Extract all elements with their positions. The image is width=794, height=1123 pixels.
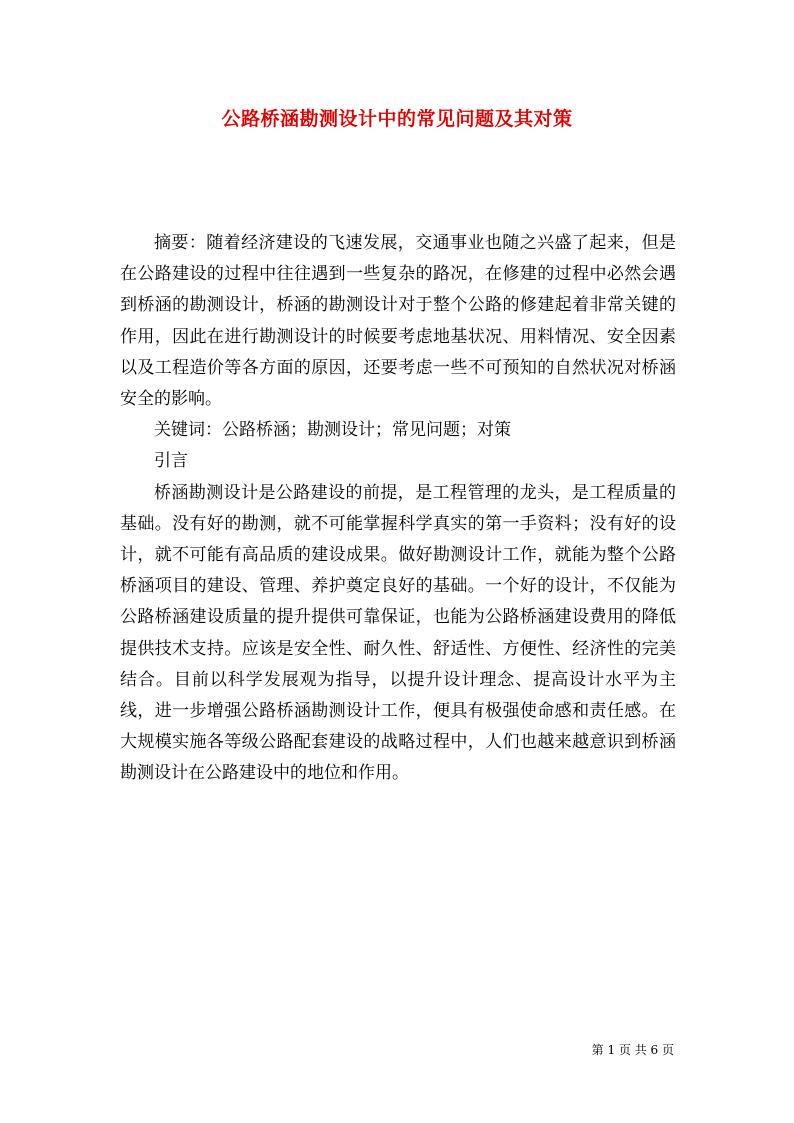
section-heading-introduction: 引言: [154, 451, 188, 472]
introduction-paragraph: 桥涵勘测设计是公路建设的前提，是工程管理的龙头，是工程质量的基础。没有好的勘测，就不可能掌握科学真实的第一手资料；没有好的设计，就不可能有高品质的建设成果。做好勘测设计工作，就能为整个公路桥涵项目的建设、管理、养护奠定良好的基础。一个好的设计，不仅能为公路桥涵建设质量的提升提供可靠保证，也能为公路桥涵建设费用的降低提供技术支持。应该是安全性、耐久性、舒适性、方便性、经济性的完美结合。目前以科学发展观为指导，以提升设计理念、提高设计水平为主线，进一步增强公路桥涵勘测设计工作，便具有极强使命感和责任感。在大规模实施各等级公路配套建设的战略过程中，人们也越来越意识到桥涵勘测设计在公路建设中的地位和作用。: [120, 482, 676, 784]
document-title: 公路桥涵勘测设计中的常见问题及其对策: [221, 108, 573, 130]
abstract-paragraph: 摘要：随着经济建设的飞速发展，交通事业也随之兴盛了起来，但是在公路建设的过程中往往遇到一些复杂的路况，在修建的过程中必然会遇到桥涵的勘测设计，桥涵的勘测设计对于整个公路的修建起着非常关键的作用，因此在进行勘测设计的时候要考虑地基状况、用料情况、安全因素以及工程造价等各方面的原因，还要考虑一些不可预知的自然状况对桥涵安全的影响。: [120, 233, 676, 410]
keywords-paragraph: 关键词：公路桥涵；勘测设计；常见问题；对策: [154, 420, 511, 441]
document-body: [120, 228, 676, 790]
page-footer: 第 1 页 共 6 页: [591, 1043, 674, 1057]
